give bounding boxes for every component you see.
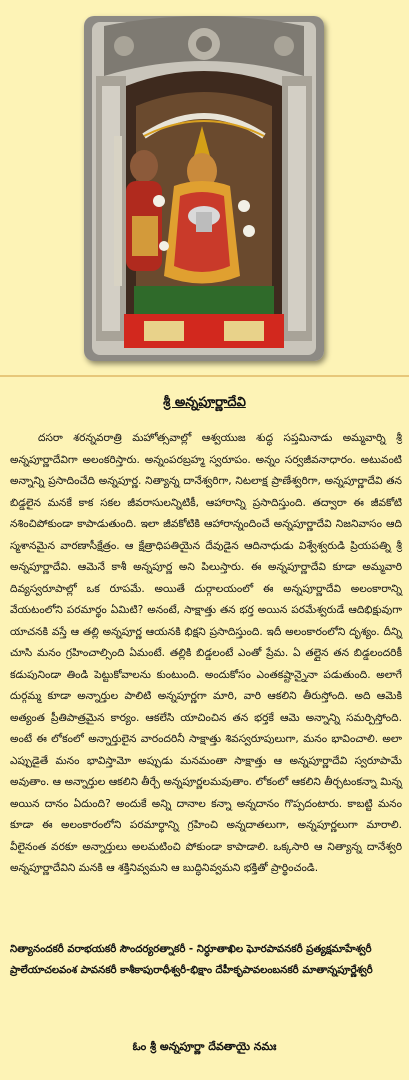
- annapurna-devi-image: [84, 16, 324, 361]
- page-title: శ్రీ అన్నపూర్ణాదేవి: [163, 395, 246, 410]
- body-paragraph: దసరా శరన్నవరాత్రి మహోత్సవాల్లో ఆశ్వయుజ శుద్ధ సప్తమినాడు అమ్మవార్ని శ్రీ అన్నపూర్ణాదేవిగా అలంకరిస్తారు. అన్నంపరబ్రహ్మ స్వరూపం. అన్నం సర్వజీవనాధారం. అటువంటి అన్నాన్ని ప్రసాదించేది అన్నపూర్ణ. నిత్యాన్న దానేశ్వరిగా, నిటలాక్ష ప్రాణేశ్వరిగా, అన్నపూర్ణాదేవి తన బిడ్డలైన మనకే కాక సకల జీవరాసులన్నిటికీ, ఆహారాన్ని ప్రసాదిస్తుంది. తద్వారా ఈ జీవకోటి నశించిపోకుండా కాపాడుతుంది. ఇలా జీవకోటికి ఆహారాన్నందించే అన్నపూర్ణాదేవి నిజనివాసం ఆది స్మశానమైన వారణాసీక్షేత్రం. ఆ క్షేత్రాధిపతియైన దేవుడైన ఆదినాధుడు విశ్వేశ్వరుడి ప్రియపత్ని శ్రీ అన్నపూర్ణాదేవి. ఆమెనే కాశీ అన్నపూర్ణ అని పిలుస్తారు. ఈ అన్నపూర్ణాదేవి కూడా అమ్మవారి దివ్యస్వరూపాల్లో ఒక రూపమే. అయితే దుర్గాలయంలో ఈ అన్నపూర్ణాదేవి అలంకారాన్ని వేయటంలోని పరమార్థం ఏమిటి? అనంటే, సాక్షాత్తు తన భర్త అయిన పరమేశ్వరుడే ఆదిభిక్షువుగా యాచనకి వస్తే ఆ తల్లి అన్నపూర్ణ ఆయనకి భిక్షని ప్రసాదిస్తుంది. ఇదీ అలంకారంలోని దృశ్యం. దీన్ని చూసి మనం గ్రహించాల్సింది ఏమంటే. తల్లికి బిడ్డలంటే ఎంతో ప్రేమ. ఏ తల్లైన తన బిడ్డలందరికీ కడుపునిండా తిండి పెట్టుకోవాలను కుంటుంది. అందుకోసం ఎంతకష్టాన్నైనా పడుతుంది. అలాగే దుర్గమ్మ కూడా అన్నార్తుల పాలిటి అన్నపూర్ణగా మారి, వారి ఆకలిని తీరుస్తోంది. అది ఆమెకి అత్యంత ప్రీతిపాత్రమైన కార్యం. ఆకలేసి యాచించిన తన భర్తకే ఆమె అన్నాన్ని సమర్పిస్తోంది. అంటే ఈ లోకంలో అన్నార్తులైన వారందరినీ సాక్షాత్తు శివస్వరూపులుగా, మనం భావించాలి. అలా ఎప్పుడైతే మనం భావిస్తామో అప్పుడు మనమంతా సాక్షాత్తు ఆ అన్నపూర్ణాదేవి స్వరూపామే అవుతాం. ఆ అన్నార్తుల ఆకలిని తీర్చే అన్నపూర్ణలమవుతాం. లోకంలో ఆకలిని తీర్చటంకన్నా మిన్న అయిన దానం ఏదుంది? అందుకే అన్ని దానాల కన్నా అన్నదానం గొప్పదంటారు. కాబట్టి మనం కూడా ఈ అలంకారంలోని పరమార్థాన్ని గ్రహించి అన్నదాతలుగా, అన్నపూర్ణలుగా మారాలి. వీలైనంత వరకూ అన్నార్తులు అలమటించి పోకుండా కాపాడాలి. ఒక్కసారి ఆ నిత్యాన్న దానేశ్వరి అన్నపూర్ణాదేవిని మనకి ఆ శక్తినివ్వమని ఆ బుద్ధినివ్వమని భక్తితో ప్రార్థించండి.: [10, 432, 402, 874]
- mantra: ఓం శ్రీ అన్నపూర్ణా దేవతాయై నమః: [132, 1040, 277, 1053]
- deity-photo: [84, 16, 324, 361]
- photo-band: [0, 0, 409, 375]
- epithet-verse: నిత్యానందకరీ వరాభయకరీ సౌందర్యరత్నాకరీ - నిర్ధూతాఖిల ఘోరపావనకరీ ప్రత్యక్షమాహేశ్వరీ ప్రాలేయాచలవంశ పావనకరీ కాశీకాపురాధీశ్వరీ-భిక్షాం దేహీకృపావలంబనకరీ మాతాన్నపూర్ణేశ్వరీ: [10, 944, 373, 976]
- divider: [0, 375, 409, 377]
